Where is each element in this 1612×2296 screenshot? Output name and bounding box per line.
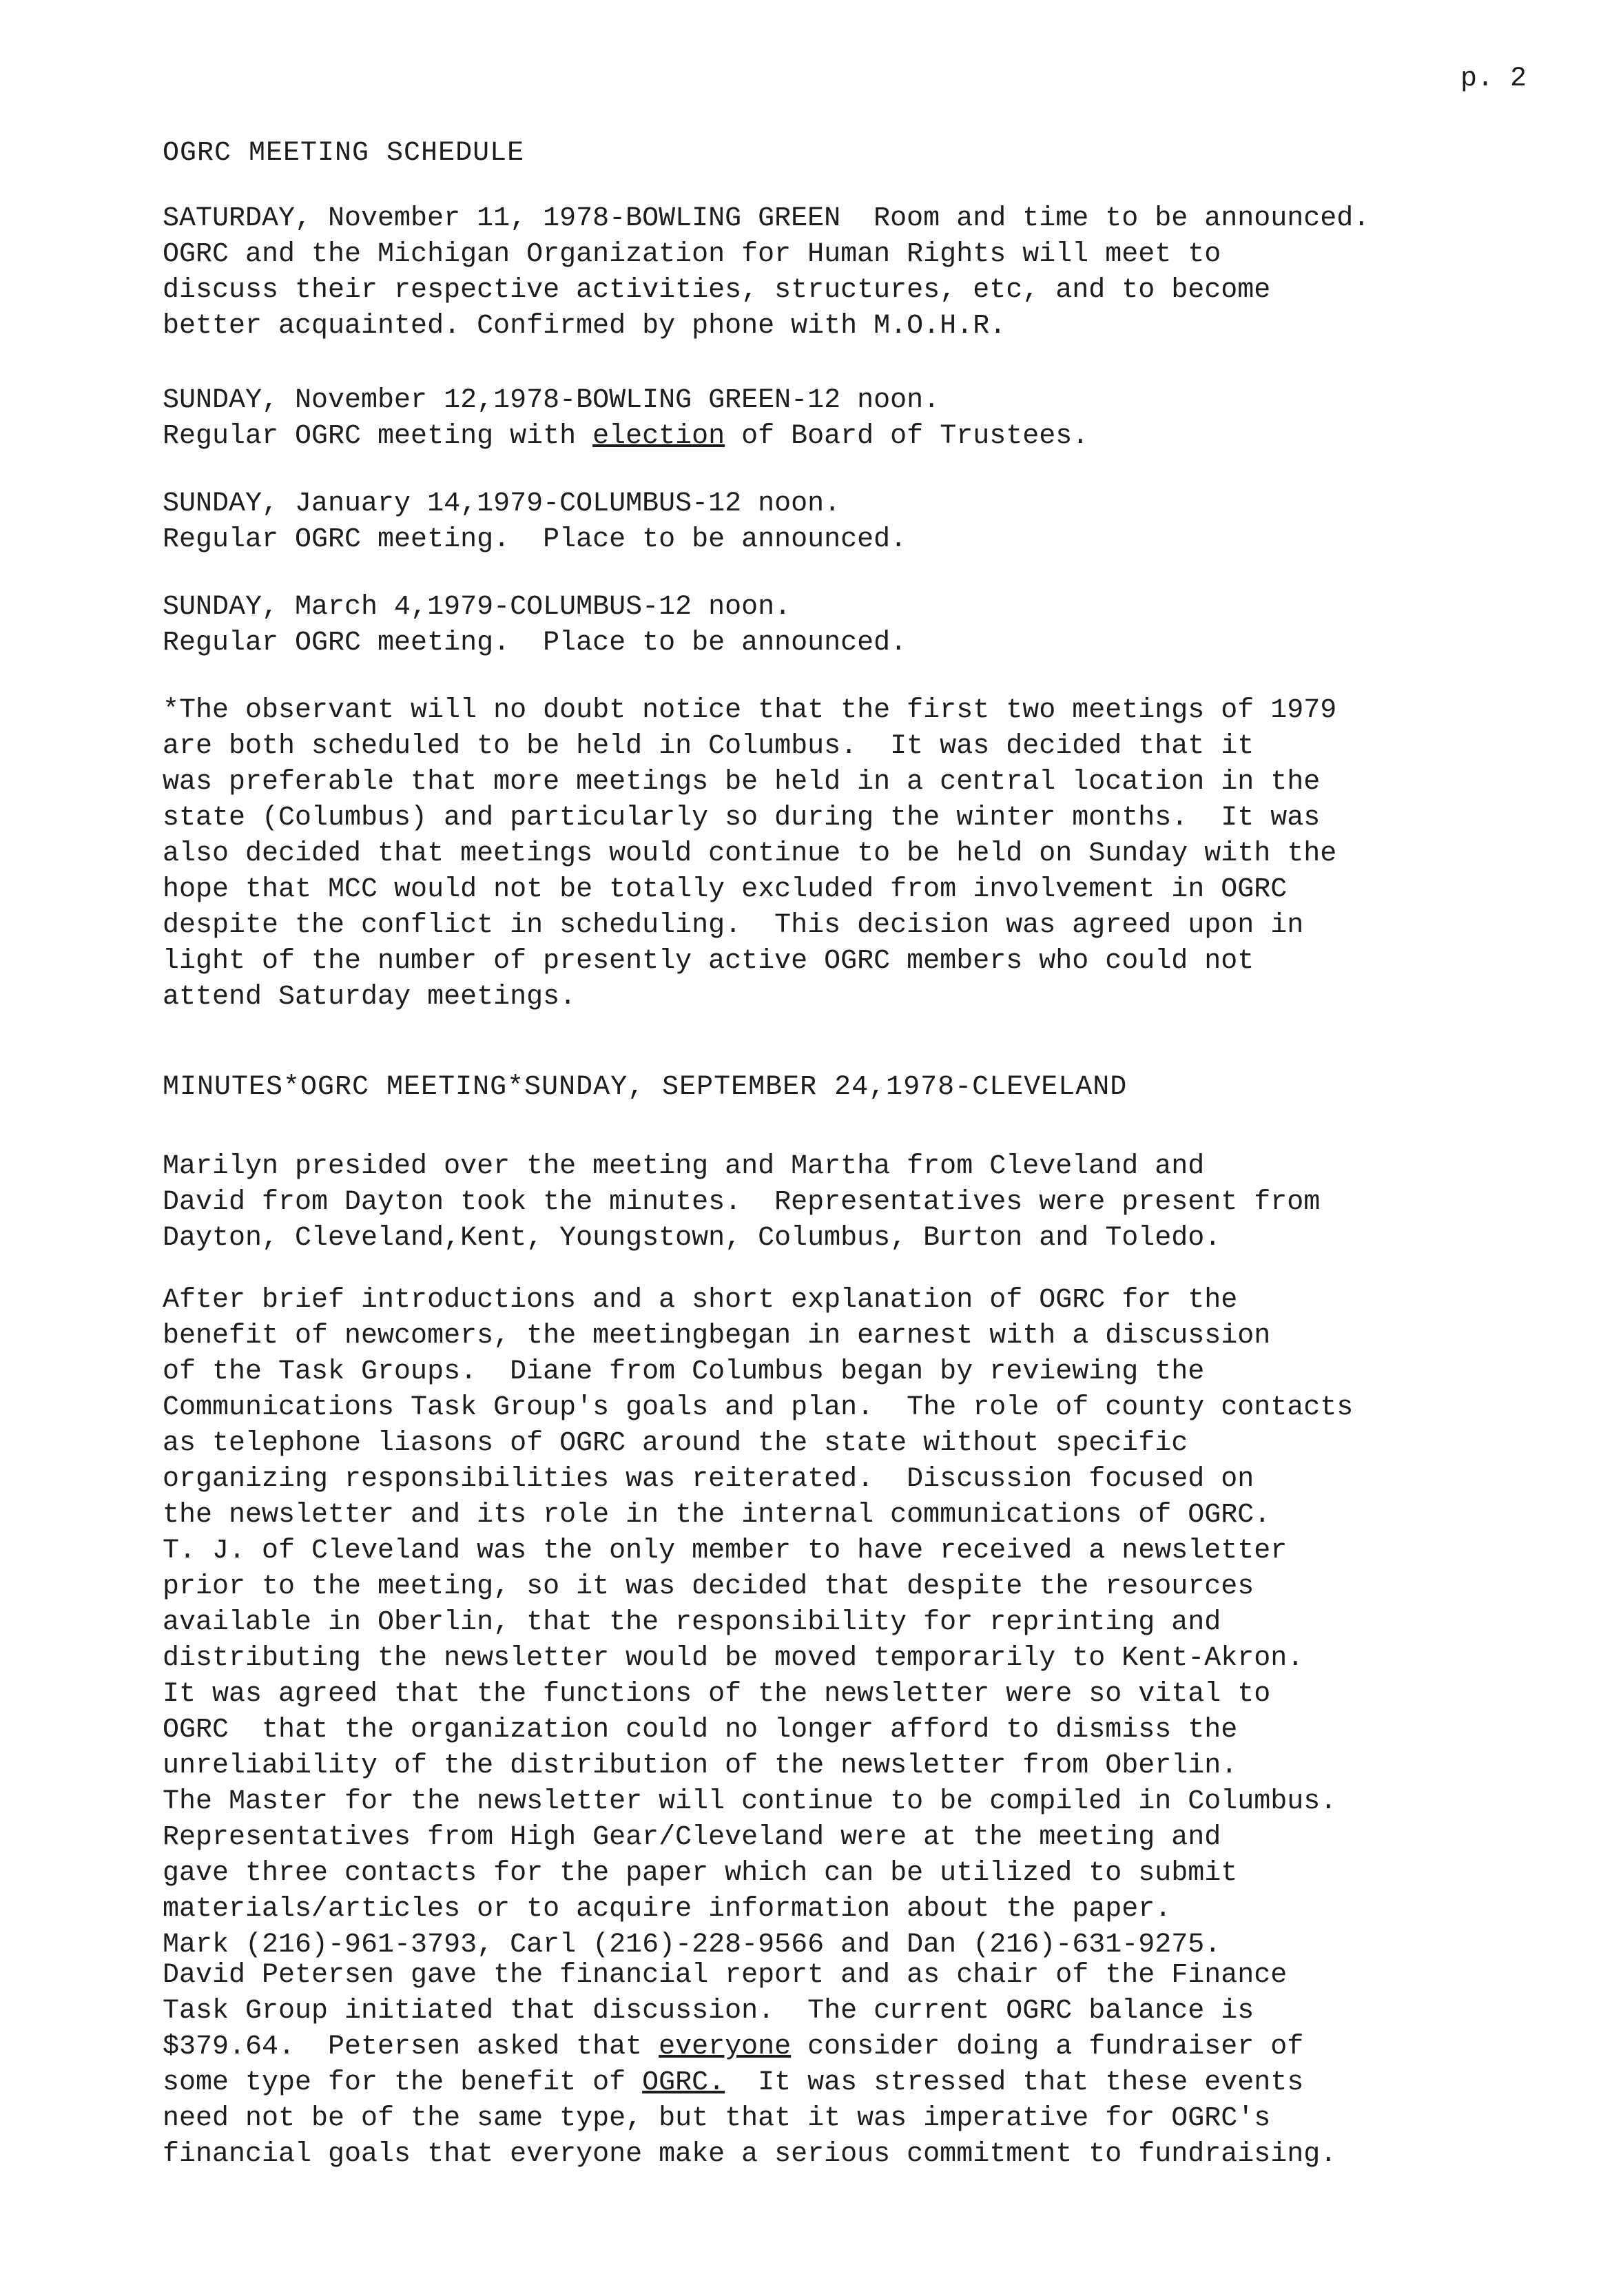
schedule-heading: OGRC MEETING SCHEDULE (163, 138, 525, 169)
text-line: SUNDAY, March 4,1979-COLUMBUS-12 noon. (163, 592, 792, 623)
minutes-paragraph-finance (163, 1958, 1554, 2173)
text-fragment: consider doing a fundraiser of (791, 2031, 1304, 2062)
text-line: benefit of newcomers, the meetingbegan in earnest with a discussion (163, 1321, 1271, 1352)
text-line: After brief introductions and a short explanation of OGRC for the (163, 1285, 1238, 1316)
text-line: also decided that meetings would continue to be held on Sunday with the (163, 838, 1337, 869)
text-fragment: of Board of Trustees. (725, 421, 1089, 452)
underlined-word: OGRC. (642, 2067, 725, 2098)
text-line: Marilyn presided over the meeting and Martha from Cleveland and (163, 1151, 1205, 1182)
text-line: It was agreed that the functions of the newsletter were so vital to (163, 1679, 1271, 1710)
text-line: hope that MCC would not be totally excluded from involvement in OGRC (163, 874, 1288, 905)
page-number: p. 2 (1460, 63, 1527, 94)
text-line: are both scheduled to be held in Columbus. It was decided that it (163, 731, 1254, 762)
text-line: was preferable that more meetings be held in a central location in the (163, 767, 1321, 798)
text-fragment: some type for the benefit of (163, 2067, 643, 2098)
text-line: *The observant will no doubt notice that the first two meetings of 1979 (163, 695, 1337, 726)
text-line: The Master for the newsletter will continue to be compiled in Columbus. (163, 1786, 1337, 1817)
text-line: Mark (216)-961-3793, Carl (216)-228-9566 and Dan (216)-631-9275. (163, 1930, 1221, 1961)
text-line: Communications Task Group's goals and plan. The role of county contacts (163, 1392, 1354, 1423)
schedule-entry-columbus-mar-4 (163, 590, 1554, 661)
text-line: unreliability of the distribution of the newsletter from Oberlin. (163, 1750, 1238, 1781)
minutes-paragraph-attendance (163, 1149, 1554, 1256)
text-line: the newsletter and its role in the internal communications of OGRC. (163, 1500, 1271, 1531)
schedule-entry-bowling-green-nov-12 (163, 383, 1554, 455)
text-line: Representatives from High Gear/Cleveland were at the meeting and (163, 1822, 1221, 1853)
text-line: OGRC that the organization could no longer afford to dismiss the (163, 1715, 1238, 1746)
schedule-note (163, 693, 1554, 1015)
text-line: light of the number of presently active OGRC members who could not (163, 946, 1254, 977)
text-line: of the Task Groups. Diane from Columbus began by reviewing the (163, 1356, 1205, 1387)
text-line: prior to the meeting, so it was decided that despite the resources (163, 1571, 1254, 1602)
text-line: financial goals that everyone make a serious commitment to fundraising. (163, 2139, 1337, 2170)
text-line: materials/articles or to acquire information about the paper. (163, 1894, 1172, 1925)
minutes-heading: MINUTES*OGRC MEETING*SUNDAY, SEPTEMBER 24,1978-CLEVELAND (163, 1072, 1128, 1103)
text-line: OGRC and the Michigan Organization for Human Rights will meet to (163, 239, 1221, 270)
text-fragment: $379.64. Petersen asked that (163, 2031, 659, 2062)
text-line: as telephone liasons of OGRC around the state without specific (163, 1428, 1188, 1459)
text-line: available in Oberlin, that the responsibility for reprinting and (163, 1607, 1221, 1638)
underlined-word: election (592, 421, 725, 452)
text-line: Task Group initiated that discussion. The current OGRC balance is (163, 1996, 1254, 2027)
text-line: SATURDAY, November 11, 1978-BOWLING GREEN Room and time to be announced. (163, 203, 1370, 234)
schedule-entry-bowling-green-nov-11 (163, 201, 1554, 344)
text-line: SUNDAY, January 14,1979-COLUMBUS-12 noon. (163, 488, 841, 519)
text-line: T. J. of Cleveland was the only member to have received a newsletter (163, 1535, 1288, 1566)
schedule-entry-columbus-jan-14 (163, 486, 1554, 558)
text-line: David Petersen gave the financial report and as chair of the Finance (163, 1960, 1288, 1991)
text-line (163, 2065, 1554, 2101)
text-line: Dayton, Cleveland,Kent, Youngstown, Columbus, Burton and Toledo. (163, 1223, 1221, 1254)
text-line: attend Saturday meetings. (163, 982, 577, 1013)
text-line: discuss their respective activities, structures, etc, and to become (163, 275, 1271, 306)
text-line (163, 419, 1554, 455)
text-line: gave three contacts for the paper which can be utilized to submit (163, 1858, 1238, 1889)
text-fragment: It was stressed that these events (725, 2067, 1304, 2098)
text-line: Regular OGRC meeting. Place to be announced. (163, 628, 907, 659)
underlined-word: everyone (659, 2031, 792, 2062)
text-fragment: Regular OGRC meeting with (163, 421, 593, 452)
text-line: better acquainted. Confirmed by phone with M.O.H.R. (163, 311, 1006, 342)
text-line: despite the conflict in scheduling. This decision was agreed upon in (163, 910, 1304, 941)
text-line: distributing the newsletter would be moved temporarily to Kent-Akron. (163, 1643, 1304, 1674)
text-line: organizing responsibilities was reiterated. Discussion focused on (163, 1464, 1254, 1495)
minutes-paragraph-communications (163, 1283, 1554, 1963)
text-line (163, 2029, 1554, 2065)
text-line: state (Columbus) and particularly so during the winter months. It was (163, 803, 1321, 834)
text-line: SUNDAY, November 12,1978-BOWLING GREEN-12 noon. (163, 385, 940, 416)
text-line: David from Dayton took the minutes. Representatives were present from (163, 1187, 1321, 1218)
text-line: Regular OGRC meeting. Place to be announced. (163, 524, 907, 555)
text-line: need not be of the same type, but that it was imperative for OGRC's (163, 2103, 1271, 2134)
